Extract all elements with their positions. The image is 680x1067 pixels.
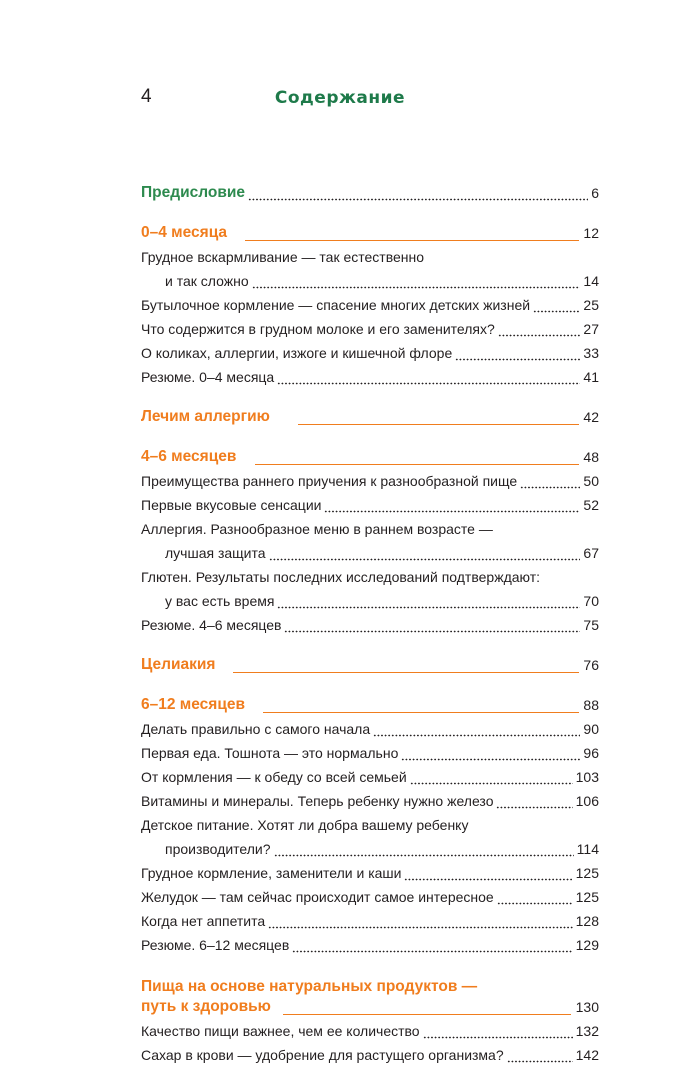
entry-page: 106 [575, 793, 599, 809]
toc-entry[interactable] [141, 765, 599, 789]
entry-page: 142 [575, 1047, 599, 1063]
section-page: 88 [583, 697, 599, 713]
section-underline [298, 424, 579, 425]
dot-leader [324, 509, 580, 513]
entry-page: 125 [575, 889, 599, 905]
dot-leader [252, 285, 581, 289]
toc-entry-continuation[interactable] [141, 837, 599, 861]
dot-leader [497, 901, 573, 905]
dot-leader [410, 781, 573, 785]
section-title: Лечим аллергию [141, 408, 270, 425]
toc-entry[interactable] [141, 341, 599, 365]
toc-entry[interactable] [141, 789, 599, 813]
dot-leader [496, 805, 572, 809]
entry-page: 33 [583, 345, 599, 361]
preface-page: 6 [591, 185, 599, 201]
toc-entry[interactable] [141, 909, 599, 933]
entry-label: Первые вкусовые сенсации [141, 497, 322, 513]
section-page: 42 [583, 409, 599, 425]
entry-label: Грудное вскармливание — так естественно [141, 249, 425, 265]
entry-label: Преимущества раннего приучения к разнообразной пище [141, 473, 518, 489]
dot-leader [269, 557, 581, 561]
toc-entry[interactable] [141, 493, 599, 517]
table-of-contents [141, 181, 599, 1067]
entry-label: Бутылочное кормление — спасение многих детских жизней [141, 297, 531, 313]
toc-entry[interactable] [141, 293, 599, 317]
entry-label: лучшая защита [165, 545, 266, 561]
entry-page: 125 [575, 865, 599, 881]
entry-label: Первая еда. Тошнота — это нормально [141, 745, 399, 761]
dot-leader [268, 925, 572, 929]
entry-page: 14 [583, 273, 599, 289]
section-page: 130 [575, 999, 599, 1015]
dot-leader [404, 877, 572, 881]
section-title: Целиакия [141, 656, 216, 673]
entry-label: Резюме. 4–6 месяцев [141, 617, 282, 633]
entry-page: 132 [575, 1023, 599, 1039]
toc-entry[interactable] [141, 613, 599, 637]
entry-label: Грудное кормление, заменители и каши [141, 865, 402, 881]
dot-leader [248, 197, 588, 201]
section-title: 0–4 месяца [141, 224, 228, 241]
page-number: 4 [141, 86, 152, 107]
entry-page: 129 [575, 937, 599, 953]
section-underline [255, 464, 579, 465]
entry-label: Качество пищи важнее, чем ее количество [141, 1023, 420, 1039]
dot-leader [401, 757, 580, 761]
toc-section-4-6-months[interactable] [141, 445, 599, 469]
dot-leader [284, 629, 580, 633]
entry-page: 52 [583, 497, 599, 513]
toc-entry[interactable] [141, 741, 599, 765]
section-title-line2: путь к здоровью [141, 998, 271, 1015]
section-page: 76 [583, 657, 599, 673]
section-underline [245, 240, 579, 241]
toc-entry-continuation[interactable] [141, 589, 599, 613]
section-underline [263, 712, 579, 713]
dot-leader [277, 605, 580, 609]
toc-entry[interactable] [141, 245, 599, 269]
dot-leader [498, 333, 581, 337]
dot-leader [277, 381, 580, 385]
entry-page: 114 [576, 841, 599, 857]
toc-section-celiac[interactable] [141, 653, 599, 677]
dot-leader [455, 357, 580, 361]
entry-page: 41 [583, 369, 599, 385]
entry-page: 75 [583, 617, 599, 633]
toc-entry[interactable] [141, 565, 599, 589]
toc-entry[interactable] [141, 317, 599, 341]
dot-leader [274, 853, 574, 857]
entry-label: Резюме. 6–12 месяцев [141, 937, 290, 953]
toc-section-0-4-months[interactable] [141, 221, 599, 245]
toc-entry[interactable] [141, 517, 599, 541]
section-title: 4–6 месяцев [141, 448, 237, 465]
toc-entry[interactable] [141, 365, 599, 389]
entry-page: 25 [583, 297, 599, 313]
section-underline [283, 1014, 571, 1015]
entry-label: Глютен. Результаты последних исследований подтверждают: [141, 569, 541, 585]
entry-label: Когда нет аппетита [141, 913, 266, 929]
entry-label: Витамины и минералы. Теперь ребенку нужно железо [141, 793, 494, 809]
section-page: 48 [583, 449, 599, 465]
toc-preface[interactable] [141, 181, 599, 205]
entry-page: 103 [575, 769, 599, 785]
dot-leader [373, 733, 580, 737]
toc-entry-continuation[interactable] [141, 541, 599, 565]
dot-leader [533, 309, 580, 313]
dot-leader [423, 1035, 573, 1039]
toc-entry[interactable] [141, 861, 599, 885]
entry-page: 67 [583, 545, 599, 561]
toc-section-natural-food[interactable] [141, 975, 599, 1019]
section-title: 6–12 месяцев [141, 696, 246, 713]
entry-label: Детское питание. Хотят ли добра вашему ребенку [141, 817, 469, 833]
dot-leader [520, 485, 580, 489]
preface-title: Предисловие [141, 184, 246, 201]
entry-label: Аллергия. Разнообразное меню в раннем возрасте — [141, 521, 493, 537]
entry-label: Сахар в крови — удобрение для растущего организма? [141, 1047, 504, 1063]
entry-label: Желудок — там сейчас происходит самое интересное [141, 889, 494, 905]
entry-page: 27 [583, 321, 599, 337]
toc-section-allergy[interactable] [141, 405, 599, 429]
toc-section-6-12-months[interactable] [141, 693, 599, 717]
toc-entry-continuation[interactable] [141, 269, 599, 293]
toc-entry[interactable] [141, 1019, 599, 1043]
dot-leader [292, 949, 572, 953]
entry-page: 90 [583, 721, 599, 737]
entry-label: От кормления — к обеду со всей семьей [141, 769, 407, 785]
dot-leader [507, 1059, 573, 1063]
page-title: Содержание [274, 88, 406, 108]
section-page: 12 [583, 225, 599, 241]
toc-entry[interactable] [141, 717, 599, 741]
toc-entry[interactable] [141, 933, 599, 957]
entry-label: у вас есть время [165, 593, 275, 609]
entry-page: 70 [583, 593, 599, 609]
entry-label: О коликах, аллергии, изжоге и кишечной флоре [141, 345, 453, 361]
entry-label: Делать правильно с самого начала [141, 721, 371, 737]
entry-label: Что содержится в грудном молоке и его заменителях? [141, 321, 495, 337]
entry-page: 96 [583, 745, 599, 761]
entry-page: 128 [575, 913, 599, 929]
entry-label: производители? [165, 841, 271, 857]
section-title: Пища на основе натуральных продуктов — [141, 978, 478, 995]
toc-entry[interactable] [141, 813, 599, 837]
toc-entry[interactable] [141, 469, 599, 493]
entry-label: и так сложно [165, 273, 249, 289]
toc-entry[interactable] [141, 885, 599, 909]
entry-page: 50 [583, 473, 599, 489]
toc-entry[interactable] [141, 1043, 599, 1067]
section-underline [233, 672, 579, 673]
entry-label: Резюме. 0–4 месяца [141, 369, 275, 385]
